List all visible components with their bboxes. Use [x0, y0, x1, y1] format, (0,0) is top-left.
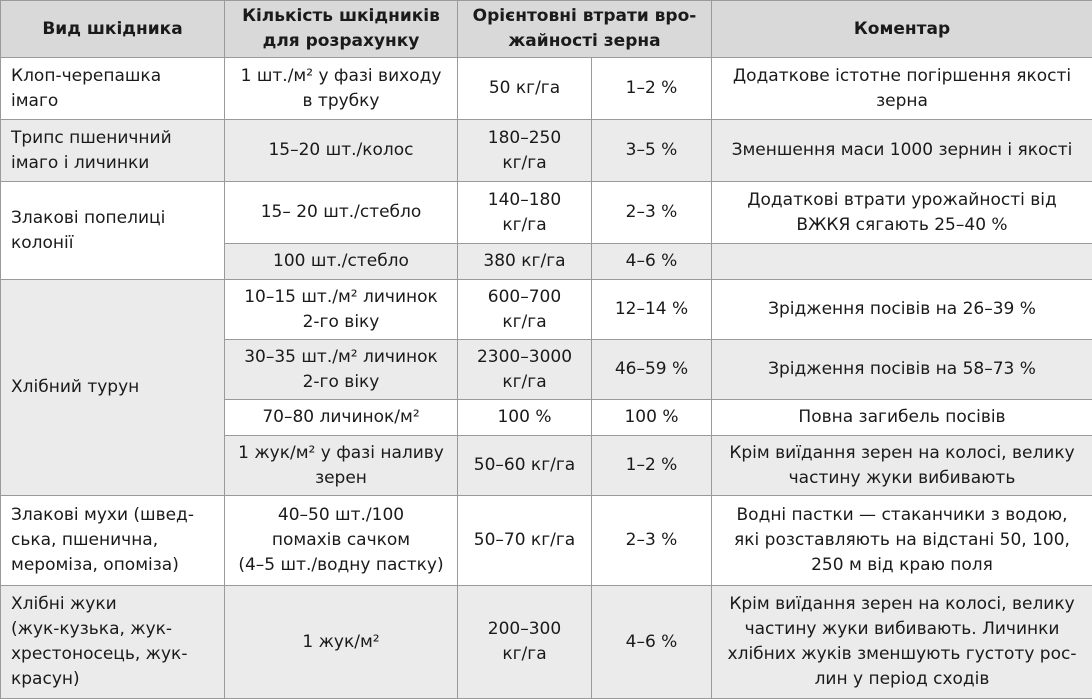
pest-count: 1 жук/м² — [225, 586, 458, 699]
comment: Зменшення маси 1000 зернин і якості — [712, 120, 1092, 182]
header-comment: Коментар — [712, 1, 1092, 58]
pest-name: Хлібні жуки (жук-кузька, жук- хрестоносець, жук- красун) — [1, 586, 225, 699]
loss-pct: 2–3 % — [592, 496, 712, 586]
loss-kg: 50–70 кг/га — [458, 496, 592, 586]
loss-kg: 140–180 кг/га — [458, 182, 592, 244]
loss-kg: 200–300 кг/га — [458, 586, 592, 699]
header-count: Кількість шкідників для розрахунку — [225, 1, 458, 58]
pest-count: 30–35 шт./м² личинок 2-го віку — [225, 340, 458, 400]
pest-count: 70–80 личинок/м² — [225, 400, 458, 436]
loss-pct: 4–6 % — [592, 586, 712, 699]
loss-pct: 1–2 % — [592, 58, 712, 120]
table-row — [1, 586, 1092, 699]
pest-count: 10–15 шт./м² личинок 2-го віку — [225, 280, 458, 340]
loss-pct: 1–2 % — [592, 436, 712, 496]
loss-kg: 380 кг/га — [458, 244, 592, 280]
loss-kg: 2300–3000 кг/га — [458, 340, 592, 400]
header-loss: Орієнтовні втрати вро- жайності зерна — [458, 1, 712, 58]
loss-kg: 50–60 кг/га — [458, 436, 592, 496]
table-row — [1, 58, 1092, 120]
table-row — [1, 496, 1092, 586]
pest-name: Трипс пшеничний імаго і личинки — [1, 120, 225, 182]
loss-pct: 46–59 % — [592, 340, 712, 400]
pest-name: Злакові мухи (швед- ська, пшенична, мероміза, опоміза) — [1, 496, 225, 586]
table-header-row — [1, 1, 1092, 58]
pest-count: 1 жук/м² у фазі наливу зерен — [225, 436, 458, 496]
pest-count: 100 шт./стебло — [225, 244, 458, 280]
pest-name: Хлібний турун — [1, 280, 225, 496]
loss-pct: 12–14 % — [592, 280, 712, 340]
pest-count: 15–20 шт./колос — [225, 120, 458, 182]
loss-kg: 600–700 кг/га — [458, 280, 592, 340]
comment: Зрідження посівів на 58–73 % — [712, 340, 1092, 400]
comment: Повна загибель посівів — [712, 400, 1092, 436]
loss-pct: 3–5 % — [592, 120, 712, 182]
pest-count: 15– 20 шт./стебло — [225, 182, 458, 244]
pest-count: 40–50 шт./100 помахів сачком (4–5 шт./водну пастку) — [225, 496, 458, 586]
table-row — [1, 120, 1092, 182]
pest-name: Злакові попелиці колонії — [1, 182, 225, 280]
comment: Крім виїдання зерен на колосі, велику частину жуки вибивають — [712, 436, 1092, 496]
pest-count: 1 шт./м² у фазі виходу в трубку — [225, 58, 458, 120]
loss-pct: 4–6 % — [592, 244, 712, 280]
loss-pct: 100 % — [592, 400, 712, 436]
pest-name: Клоп-черепашка імаго — [1, 58, 225, 120]
comment: Зрідження посівів на 26–39 % — [712, 280, 1092, 340]
comment: Крім виїдання зерен на колосі, велику частину жуки вибивають. Личинки хлібних жуків зменшують густоту рос- лин у період сходів — [712, 586, 1092, 699]
comment: Водні пастки — стаканчики з водою, які розставляють на відстані 50, 100, 250 м від краю поля — [712, 496, 1092, 586]
loss-kg: 180–250 кг/га — [458, 120, 592, 182]
comment: Додаткові втрати урожайності від ВЖКЯ сягають 25–40 % — [712, 182, 1092, 244]
loss-kg: 100 % — [458, 400, 592, 436]
header-pest: Вид шкідника — [1, 1, 225, 58]
comment: Додаткове істотне погіршення якості зерна — [712, 58, 1092, 120]
table-row — [1, 182, 1092, 244]
loss-kg: 50 кг/га — [458, 58, 592, 120]
comment — [712, 244, 1092, 280]
loss-pct: 2–3 % — [592, 182, 712, 244]
table-row — [1, 280, 1092, 340]
